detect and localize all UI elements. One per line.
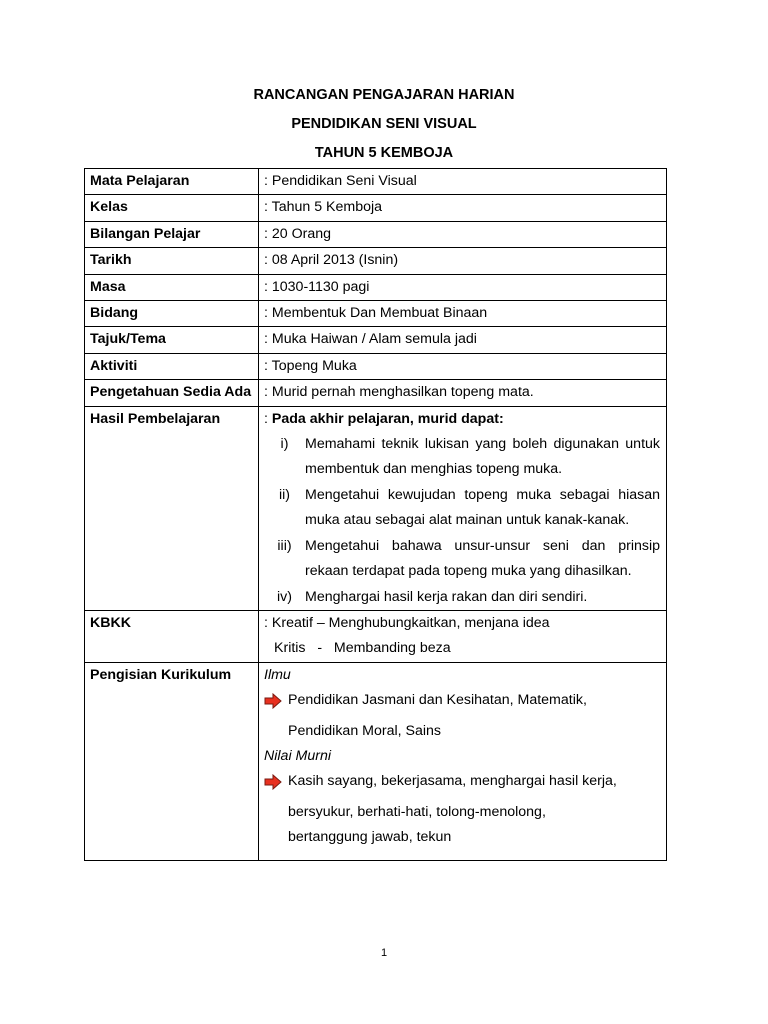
table-row	[85, 169, 667, 195]
title-line-3: TAHUN 5 KEMBOJA	[314, 145, 454, 161]
list-text: Mengetahui kewujudan topeng muka sebagai hiasan muka atau sebagai alat mainan untuk kanak-kanak.	[305, 486, 660, 529]
table-row	[85, 195, 667, 221]
nilai-text-2: bersyukur, berhati-hati, tolong-menolong,	[288, 803, 546, 820]
title-line-1: RANCANGAN PENGAJARAN HARIAN	[253, 87, 515, 103]
page-number: 1	[380, 947, 388, 959]
row-label: Pengisian Kurikulum	[85, 662, 259, 860]
ilmu-heading: Ilmu	[264, 666, 291, 683]
row-value: : 20 Orang	[259, 221, 667, 247]
row-value: : Membentuk Dan Membuat Binaan	[259, 301, 667, 327]
table-row	[85, 274, 667, 300]
list-item	[264, 432, 660, 483]
row-label: Pengetahuan Sedia Ada	[85, 380, 259, 406]
list-number: i)	[280, 436, 289, 453]
list-item	[264, 585, 660, 610]
outcomes-colon: :	[264, 410, 272, 427]
arrow-right-icon	[264, 688, 288, 718]
list-number: iv)	[277, 588, 292, 605]
table-row	[85, 380, 667, 406]
curriculum-cell	[259, 662, 667, 860]
row-label: Tarikh	[85, 248, 259, 274]
list-item	[264, 534, 660, 585]
table-row	[85, 221, 667, 247]
row-label: Bilangan Pelajar	[85, 221, 259, 247]
ilmu-text-1: Pendidikan Jasmani dan Kesihatan, Matematik,	[288, 692, 587, 709]
row-value: : Muka Haiwan / Alam semula jadi	[259, 327, 667, 353]
row-label: Masa	[85, 274, 259, 300]
document-title-block	[0, 82, 768, 169]
row-value: : 08 April 2013 (Isnin)	[259, 248, 667, 274]
row-label: KBKK	[85, 610, 259, 662]
learning-outcomes-cell	[259, 406, 667, 610]
row-label: Bidang	[85, 301, 259, 327]
row-label: Tajuk/Tema	[85, 327, 259, 353]
kbkk-cell	[259, 610, 667, 662]
list-number: iii)	[277, 537, 292, 554]
kbkk-line-1: : Kreatif – Menghubungkaitkan, menjana idea	[264, 614, 550, 631]
row-value: : Murid pernah menghasilkan topeng mata.	[259, 380, 667, 406]
list-number: ii)	[278, 486, 291, 503]
nilai-heading: Nilai Murni	[264, 747, 332, 764]
table-row	[85, 353, 667, 379]
nilai-text-1: Kasih sayang, bekerjasama, menghargai hasil kerja,	[288, 773, 617, 790]
list-item	[264, 769, 660, 799]
list-item	[264, 483, 660, 534]
row-label: Mata Pelajaran	[85, 169, 259, 195]
row-label: Hasil Pembelajaran	[85, 406, 259, 610]
table-row	[85, 662, 667, 860]
table-row	[85, 301, 667, 327]
arrow-right-icon	[264, 769, 288, 799]
title-line-2: PENDIDIKAN SENI VISUAL	[291, 116, 477, 132]
table-row	[85, 610, 667, 662]
list-text: Mengetahui bahawa unsur-unsur seni dan prinsip rekaan terdapat pada topeng muka yang dihasilkan.	[305, 537, 660, 580]
table-row	[85, 327, 667, 353]
kbkk-line-2: Kritis - Membanding beza	[274, 640, 451, 657]
row-value: : Topeng Muka	[259, 353, 667, 379]
row-label: Kelas	[85, 195, 259, 221]
list-item	[264, 688, 660, 718]
ilmu-text-2: Pendidikan Moral, Sains	[288, 722, 441, 739]
list-text: Memahami teknik lukisan yang boleh digunakan untuk membentuk dan menghias topeng muka.	[305, 436, 660, 478]
lesson-plan-table	[84, 168, 667, 861]
outcomes-intro	[264, 407, 660, 432]
table-row	[85, 406, 667, 610]
row-value: : Tahun 5 Kemboja	[259, 195, 667, 221]
table-row	[85, 248, 667, 274]
row-value: : 1030-1130 pagi	[259, 274, 667, 300]
nilai-text-3: bertanggung jawab, tekun	[288, 829, 452, 846]
row-value: : Pendidikan Seni Visual	[259, 169, 667, 195]
list-text: Menghargai hasil kerja rakan dan diri sendiri.	[305, 588, 588, 605]
row-label: Aktiviti	[85, 353, 259, 379]
outcomes-intro-text: Pada akhir pelajaran, murid dapat:	[271, 410, 504, 427]
